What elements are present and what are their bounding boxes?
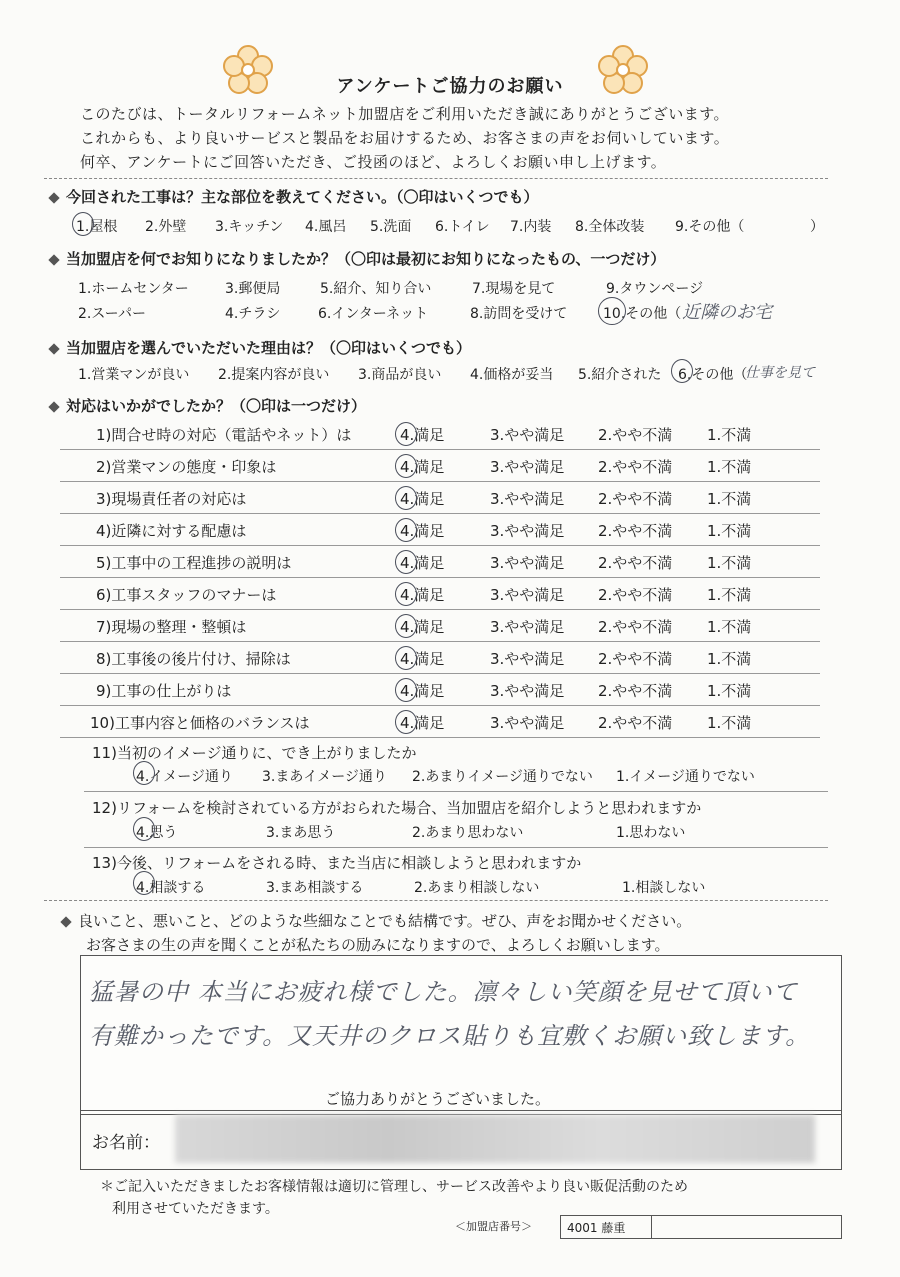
q1-option-kitchen[interactable]: 3.キッチン — [215, 219, 284, 235]
intro-line-1: このたびは、トータルリフォームネット加盟店をご利用いただき誠にありがとうございます。 — [80, 105, 730, 123]
rating-somewhat-dissatisfied[interactable]: 2.やや不満 — [598, 458, 673, 476]
answer-circle — [671, 359, 693, 383]
q12-question: 12)リフォームを検討されている方がおられた場合、当加盟店を紹介しようと思われますか — [92, 799, 702, 817]
rating-somewhat-satisfied[interactable]: 3.やや満足 — [490, 586, 565, 604]
rating-somewhat-satisfied[interactable]: 3.やや満足 — [490, 458, 565, 476]
rating-somewhat-satisfied[interactable]: 3.やや満足 — [490, 490, 565, 508]
rating-dissatisfied[interactable]: 1.不満 — [707, 490, 752, 508]
answer-circle — [598, 297, 626, 325]
intro-line-2: これからも、より良いサービスと製品をお届けするため、お客さまの声をお伺いしています。 — [80, 129, 730, 147]
q2-other-handwritten: 近隣のお宅 — [682, 302, 772, 323]
q2-option-2[interactable]: 2.スーパー — [78, 306, 146, 322]
rating-dissatisfied[interactable]: 1.不満 — [707, 714, 752, 732]
divider — [84, 847, 828, 848]
rating-dissatisfied[interactable]: 1.不満 — [707, 522, 752, 540]
rating-row — [60, 546, 820, 578]
store-code: 4001 藤重 — [567, 1221, 626, 1235]
q3-option-5[interactable]: 5.紹介された — [578, 367, 662, 383]
q11-question: 11)当初のイメージ通りに、でき上がりましたか — [92, 744, 417, 762]
q4-question: 対応はいかがでしたか？（〇印は一つだけ） — [66, 397, 367, 415]
code-divider — [651, 1216, 652, 1238]
q1-option-roof[interactable]: 1.屋根 — [76, 219, 118, 235]
answer-circle — [395, 486, 417, 510]
rating-item: 8)工事後の後片付け、掃除は — [96, 650, 291, 668]
rating-somewhat-dissatisfied[interactable]: 2.やや不満 — [598, 618, 673, 636]
answer-circle — [395, 646, 417, 670]
rating-item: 3)現場責任者の対応は — [96, 490, 247, 508]
rating-row — [60, 514, 820, 546]
rating-dissatisfied[interactable]: 1.不満 — [707, 618, 752, 636]
rating-somewhat-dissatisfied[interactable]: 2.やや不満 — [598, 490, 673, 508]
rating-satisfied[interactable]: 4.満足 — [400, 458, 445, 476]
rating-row — [60, 418, 820, 450]
rating-somewhat-satisfied[interactable]: 3.やや満足 — [490, 618, 565, 636]
rating-item: 6)工事スタッフのマナーは — [96, 586, 277, 604]
divider — [84, 791, 828, 792]
comment-prompt-2: お客さまの生の声を聞くことが私たちの励みになりますので、よろしくお願いします。 — [86, 936, 670, 954]
q13-option-1[interactable]: 1.相談しない — [622, 880, 706, 896]
name-label: お名前： — [92, 1133, 160, 1153]
rating-satisfied[interactable]: 4.満足 — [400, 554, 445, 572]
rating-satisfied[interactable]: 4.満足 — [400, 522, 445, 540]
q1-question: 今回された工事は？主な部位を教えてください。（〇印はいくつでも） — [66, 188, 539, 206]
q12-option-2[interactable]: 2.あまり思わない — [412, 825, 524, 841]
answer-circle — [395, 454, 417, 478]
rating-somewhat-dissatisfied[interactable]: 2.やや不満 — [598, 586, 673, 604]
q2-heading — [50, 248, 665, 269]
q2-option-10[interactable]: 10.その他（ — [603, 306, 682, 322]
q13-option-2[interactable]: 2.あまり相談しない — [414, 880, 540, 896]
rating-row — [60, 674, 820, 706]
rating-somewhat-satisfied[interactable]: 3.やや満足 — [490, 426, 565, 444]
rating-dissatisfied[interactable]: 1.不満 — [707, 682, 752, 700]
store-code-box — [560, 1215, 842, 1239]
q2-option-8[interactable]: 8.訪問を受けて — [470, 306, 568, 322]
q2-option-4[interactable]: 4.チラシ — [225, 306, 281, 322]
rating-row — [60, 482, 820, 514]
rating-satisfied[interactable]: 4.満足 — [400, 426, 445, 444]
q3-other-handwritten: 仕事を見て — [745, 365, 815, 381]
q1-other-close: ） — [810, 219, 824, 235]
divider — [44, 900, 828, 901]
answer-circle — [395, 518, 417, 542]
rating-dissatisfied[interactable]: 1.不満 — [707, 650, 752, 668]
footer-line-2: 利用させていただきます。 — [112, 1201, 279, 1217]
rating-item: 10)工事内容と価格のバランスは — [90, 714, 310, 732]
q3-option-1[interactable]: 1.営業マンが良い — [78, 367, 190, 383]
rating-item: 2)営業マンの態度・印象は — [96, 458, 277, 476]
comment-prompt-1-text: 良いこと、悪いこと、どのような些細なことでも結構です。ぜひ、声をお聞かせください。 — [78, 912, 692, 930]
comment-line-1: 猛暑の中 本当にお疲れ様でした。凛々しい笑顔を見せて頂いて — [89, 978, 798, 1006]
rating-somewhat-dissatisfied[interactable]: 2.やや不満 — [598, 650, 673, 668]
thanks-text: ご協力ありがとうございました。 — [325, 1090, 551, 1108]
rating-row — [60, 610, 820, 642]
divider — [44, 178, 828, 179]
q1-option-toilet[interactable]: 6.トイレ — [435, 219, 490, 235]
rating-somewhat-satisfied[interactable]: 3.やや満足 — [490, 522, 565, 540]
q2-option-3[interactable]: 3.郵便局 — [225, 281, 281, 297]
q2-option-9[interactable]: 9.タウンページ — [606, 281, 704, 297]
rating-item: 5)工事中の工程進捗の説明は — [96, 554, 292, 572]
q3-option-2[interactable]: 2.提案内容が良い — [218, 367, 330, 383]
q13-question: 13)今後、リフォームをされる時、また当店に相談しようと思われますか — [92, 854, 582, 872]
answer-circle — [395, 614, 417, 638]
diamond-icon — [48, 254, 59, 265]
q12-option-1[interactable]: 1.思わない — [616, 825, 686, 841]
q3-option-4[interactable]: 4.価格が妥当 — [470, 367, 554, 383]
rating-dissatisfied[interactable]: 1.不満 — [707, 554, 752, 572]
q13-option-3[interactable]: 3.まあ相談する — [266, 880, 364, 896]
diamond-icon — [48, 401, 59, 412]
answer-circle — [133, 761, 155, 785]
q1-option-other[interactable]: 9.その他（ — [675, 219, 745, 235]
diamond-icon — [48, 192, 59, 203]
footer-line-1: ＊ご記入いただきましたお客様情報は適切に管理し、サービス改善やより良い販促活動のため — [100, 1179, 688, 1195]
answer-circle — [395, 550, 417, 574]
q1-option-interior[interactable]: 7.内装 — [510, 219, 552, 235]
q13-option-4[interactable]: 4.相談する — [136, 880, 206, 896]
store-number-label: ＜加盟店番号＞ — [455, 1220, 532, 1233]
answer-circle — [133, 817, 155, 841]
rating-somewhat-dissatisfied[interactable]: 2.やや不満 — [598, 682, 673, 700]
answer-circle — [395, 422, 417, 446]
rating-satisfied[interactable]: 4.満足 — [400, 714, 445, 732]
rating-dissatisfied[interactable]: 1.不満 — [707, 426, 752, 444]
q1-option-full[interactable]: 8.全体改装 — [575, 219, 645, 235]
q3-heading — [50, 337, 471, 358]
rating-somewhat-dissatisfied[interactable]: 2.やや不満 — [598, 554, 673, 572]
comment-prompt-1 — [62, 910, 691, 931]
rating-dissatisfied[interactable]: 1.不満 — [707, 458, 752, 476]
rating-satisfied[interactable]: 4.満足 — [400, 586, 445, 604]
q3-question: 当加盟店を選んでいただいた理由は？（〇印はいくつでも） — [66, 339, 472, 357]
rating-somewhat-dissatisfied[interactable]: 2.やや不満 — [598, 426, 673, 444]
rating-item: 1)問合せ時の対応（電話やネット）は — [96, 426, 352, 444]
rating-satisfied[interactable]: 4.満足 — [400, 650, 445, 668]
q12-option-3[interactable]: 3.まあ思う — [266, 825, 336, 841]
q3-option-6[interactable]: 6.その他（ — [678, 367, 748, 383]
comment-line-2: 有難かったです。又天井のクロス貼りも宜敷くお願い致します。 — [89, 1022, 811, 1050]
rating-row — [60, 642, 820, 674]
rating-satisfied[interactable]: 4.満足 — [400, 682, 445, 700]
rating-somewhat-satisfied[interactable]: 3.やや満足 — [490, 714, 565, 732]
rating-row — [60, 578, 820, 610]
rating-satisfied[interactable]: 4.満足 — [400, 618, 445, 636]
rating-dissatisfied[interactable]: 1.不満 — [707, 586, 752, 604]
q2-option-1[interactable]: 1.ホームセンター — [78, 281, 189, 297]
rating-item: 9)工事の仕上がりは — [96, 682, 232, 700]
rating-somewhat-satisfied[interactable]: 3.やや満足 — [490, 554, 565, 572]
rating-row — [60, 450, 820, 482]
rating-somewhat-dissatisfied[interactable]: 2.やや不満 — [598, 714, 673, 732]
diamond-icon — [60, 916, 71, 927]
q2-option-5[interactable]: 5.紹介、知り合い — [320, 281, 432, 297]
q11-option-3[interactable]: 3.まあイメージ通り — [262, 769, 387, 785]
rating-satisfied[interactable]: 4.満足 — [400, 490, 445, 508]
q4-heading — [50, 395, 366, 416]
answer-circle — [395, 582, 417, 606]
rating-somewhat-satisfied[interactable]: 3.やや満足 — [490, 682, 565, 700]
q1-heading — [50, 186, 539, 207]
intro-line-3: 何卒、アンケートにご回答いただき、ご投函のほど、よろしくお願い申し上げます。 — [80, 153, 667, 171]
page-title: アンケートご協力のお願い — [336, 76, 564, 97]
q2-question: 当加盟店を何でお知りになりましたか？（〇印は最初にお知りになったもの、一つだけ） — [66, 250, 666, 268]
rating-somewhat-satisfied[interactable]: 3.やや満足 — [490, 650, 565, 668]
answer-circle — [395, 710, 417, 734]
rating-somewhat-dissatisfied[interactable]: 2.やや不満 — [598, 522, 673, 540]
q1-option-washroom[interactable]: 5.洗面 — [370, 219, 412, 235]
answer-circle — [72, 212, 94, 236]
q1-option-bath[interactable]: 4.風呂 — [305, 219, 347, 235]
rating-item: 7)現場の整理・整頓は — [96, 618, 247, 636]
q11-option-2[interactable]: 2.あまりイメージ通りでない — [412, 769, 593, 785]
diamond-icon — [48, 343, 59, 354]
q2-option-7[interactable]: 7.現場を見て — [472, 281, 556, 297]
q3-option-3[interactable]: 3.商品が良い — [358, 367, 442, 383]
rating-item: 4)近隣に対する配慮は — [96, 522, 247, 540]
answer-circle — [133, 871, 155, 895]
q12-option-4[interactable]: 4.思う — [136, 825, 178, 841]
q1-option-wall[interactable]: 2.外壁 — [145, 219, 187, 235]
rating-row — [60, 706, 820, 738]
q2-option-6[interactable]: 6.インターネット — [318, 306, 429, 322]
redacted-name — [175, 1115, 815, 1163]
q11-option-4[interactable]: 4.イメージ通り — [136, 769, 233, 785]
answer-circle — [395, 678, 417, 702]
q11-option-1[interactable]: 1.イメージ通りでない — [616, 769, 755, 785]
